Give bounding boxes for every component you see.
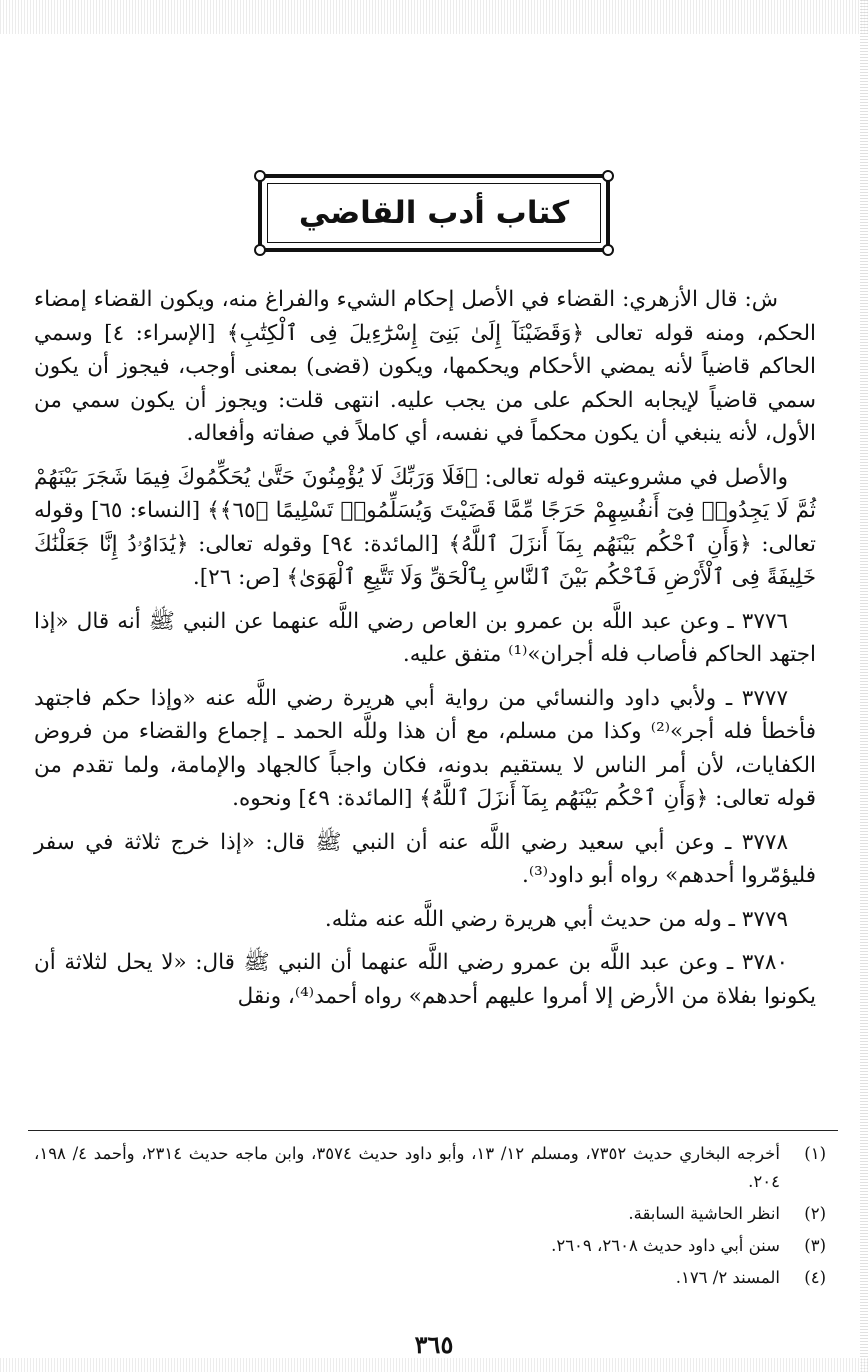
footnote-number: (٤): [804, 1268, 826, 1287]
frame-corner-ornament: [602, 244, 614, 256]
paragraph-hadith-3778: ٣٧٧٨ ـ وعن أبي سعيد رضي اللَّه عنه أن النبي ﷺ قال: «إذا خرج ثلاثة في سفر فليؤمّروا أحدهم» رواه أبو داود⁽³⁾.: [34, 829, 816, 888]
paragraph-legitimacy: والأصل في مشروعيته قوله تعالى: ﴿فَلَا وَرَبِّكَ لَا يُؤْمِنُونَ حَتَّىٰ يُحَكِّمُوكَ فِيمَا شَجَرَ بَيْنَهُمْ ثُمَّ لَا يَجِدُوا۟ فِىٓ أَنفُسِهِمْ حَرَجًا مِّمَّا قَضَيْتَ وَيُسَلِّمُوا۟ تَسْلِيمًا ﴿٦٥﴾﴾ [النساء: ٦٥] وقوله تعالى: ﴿وَأَنِ ٱحْكُم بَيْنَهُم بِمَآ أَنزَلَ ٱللَّهُ﴾ [المائدة: ٩٤] وقوله تعالى: ﴿يَٰدَاوُۥدُ إِنَّا جَعَلْنَٰكَ خَلِيفَةً فِى ٱلْأَرْضِ فَٱحْكُم بَيْنَ ٱلنَّاسِ بِٱلْحَقِّ وَلَا تَتَّبِعِ ٱلْهَوَىٰ﴾ [ص: ٢٦].: [34, 464, 816, 590]
footnote-text: انظر الحاشية السابقة.: [628, 1204, 780, 1223]
page-edge-texture-right: [860, 0, 868, 1372]
chapter-title-frame: [258, 174, 610, 252]
footnote: [34, 1232, 826, 1260]
footnote-number: (٢): [804, 1204, 826, 1223]
frame-corner-ornament: [254, 170, 266, 182]
page-edge-texture-top: [0, 0, 868, 34]
paragraph-hadith-3777: ٣٧٧٧ ـ ولأبي داود والنسائي من رواية أبي هريرة رضي اللَّه عنه «وإذا حكم فاجتهد فأخطأ فله أجر»⁽²⁾ وكذا من مسلم، مع أن هذا وللَّه الحمد ـ إجماع والقضاء من فروض الكفايات، لأن أمر الناس لا يستقيم بدونه، فكان واجباً كالجهاد والإمامة، ولما تقدم من قوله تعالى: ﴿وَأَنِ ٱحْكُم بَيْنَهُم بِمَآ أَنزَلَ ٱللَّهُ﴾ [المائدة: ٤٩] ونحوه.: [34, 685, 816, 811]
paragraph-introduction: ش: قال الأزهري: القضاء في الأصل إحكام الشيء والفراغ منه، ويكون القضاء إمضاء الحكم، ومنه قوله تعالى ﴿وَقَضَيْنَآ إِلَىٰ بَنِىٓ إِسْرَٰٓءِيلَ فِى ٱلْكِتَٰبِ﴾ [الإسراء: ٤] وسمي الحاكم قاضياً لأنه يمضي الأحكام ويحكمها، ويكون (قضى) بمعنى أوجب، فيجوز أن يكون سمي قاضياً لإيجابه الحكم على من يجب عليه. انتهى قلت: ويجوز أن يكون سمي من الأول، لأنه ينبغي أن يكون محكماً في نفسه، أي كاملاً في صفاته وأفعاله.: [34, 287, 816, 446]
frame-corner-ornament: [254, 244, 266, 256]
chapter-title: كتاب أدب القاضي: [298, 195, 570, 231]
paragraph-hadith-3780: ٣٧٨٠ ـ وعن عبد اللَّه بن عمرو رضي اللَّه عنهما أن النبي ﷺ قال: «لا يحل لثلاثة أن يكونوا بفلاة من الأرض إلا أمروا عليهم أحدهم» رواه أحمد⁽⁴⁾، ونقل: [34, 950, 816, 1009]
main-text-body: [34, 283, 816, 1023]
footnote: [34, 1140, 826, 1196]
page-edge-texture-bottom: [0, 1358, 868, 1372]
footnote-number: (٣): [804, 1236, 826, 1255]
page-number: ٣٦٥: [414, 1330, 454, 1359]
footnote-separator: [28, 1130, 838, 1131]
footnotes: [34, 1140, 826, 1296]
footnote: [34, 1200, 826, 1228]
footnote: [34, 1264, 826, 1292]
footnote-text: أخرجه البخاري حديث ٧٣٥٢، ومسلم ١٢/ ١٣، وأبو داود حديث ٣٥٧٤، وابن ماجه حديث ٢٣١٤، وأحمد ٤/ ١٩٨، ٢٠٤.: [34, 1144, 780, 1191]
paragraph-hadith-3776: ٣٧٧٦ ـ وعن عبد اللَّه بن عمرو بن العاص رضي اللَّه عنهما عن النبي ﷺ أنه قال «إذا اجتهد الحاكم فأصاب فله أجران»⁽¹⁾ متفق عليه.: [34, 608, 816, 667]
footnote-number: (١): [804, 1144, 826, 1163]
footnote-text: سنن أبي داود حديث ٢٦٠٨، ٢٦٠٩.: [551, 1236, 780, 1255]
frame-corner-ornament: [602, 170, 614, 182]
paragraph-hadith-3779: ٣٧٧٩ ـ وله من حديث أبي هريرة رضي اللَّه عنه مثله.: [324, 906, 788, 932]
footnote-text: المسند ٢/ ١٧٦.: [675, 1268, 780, 1287]
